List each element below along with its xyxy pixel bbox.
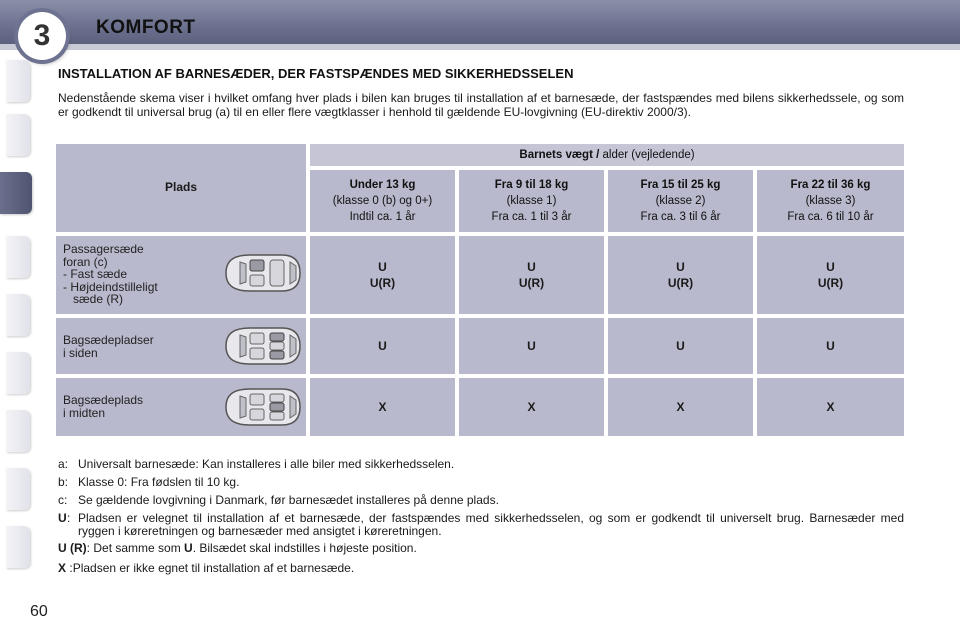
value-cell <box>310 236 455 314</box>
plads-header-cell <box>56 144 306 232</box>
value-cell <box>608 378 753 436</box>
value-cell <box>757 318 904 374</box>
footnote-text: Universalt barnesæde: Kan installeres i alle biler med sikkerhedsselen. <box>78 457 455 471</box>
chapter-tab[interactable] <box>6 114 30 156</box>
footnote-text: Pladsen er ikke egnet til installation af et barnesæde. <box>72 561 355 575</box>
footnote-text: Det samme som <box>90 541 185 555</box>
column-age: Fra ca. 6 til 10 år <box>787 211 874 223</box>
column-header <box>310 170 455 232</box>
footnote-key: U <box>58 511 67 525</box>
column-age: Fra ca. 1 til 3 år <box>491 211 572 223</box>
chapter-tabs <box>0 60 36 580</box>
footnote-separator: : <box>86 541 91 555</box>
seat-value: U <box>527 339 536 353</box>
seat-value: X <box>676 400 685 414</box>
seat-value-line: U <box>527 260 536 274</box>
car-seat-diagram-icon <box>220 323 304 369</box>
row-label-cell <box>56 236 306 314</box>
column-class: (klasse 0 (b) og 0+) <box>332 195 433 207</box>
value-cell <box>459 318 604 374</box>
page-number: 60 <box>30 603 48 620</box>
row-label <box>63 334 154 359</box>
row-label-line: sæde (R) <box>63 292 124 306</box>
seat-value: X <box>378 400 387 414</box>
seat-value-line: U(R) <box>667 276 694 290</box>
value-cell <box>310 318 455 374</box>
car-seat-diagram-icon <box>220 250 304 296</box>
chapter-tab[interactable] <box>6 468 30 510</box>
row-label-cell <box>56 318 306 374</box>
chapter-badge <box>18 12 66 60</box>
row-label-line: Bagsædepladser <box>63 333 154 347</box>
row-label-line: foran (c) <box>63 254 108 269</box>
seat-value-line: U <box>676 260 685 274</box>
column-title: Fra 22 til 36 kg <box>790 179 871 191</box>
column-title: Under 13 kg <box>349 179 416 191</box>
header-divider <box>0 44 960 50</box>
seat-value: U <box>676 339 685 353</box>
column-title: Fra 9 til 18 kg <box>494 179 569 191</box>
plads-header: Plads <box>164 180 197 194</box>
row-label-line: i siden <box>63 345 98 360</box>
seat-value: X <box>826 400 835 414</box>
column-header <box>757 170 904 232</box>
row-label <box>63 394 143 419</box>
footnote <box>58 562 904 575</box>
seat-value: X <box>527 400 536 414</box>
seat-value-line: U(R) <box>369 276 396 290</box>
row-label-line: Bagsædeplads <box>63 393 144 407</box>
footnote <box>58 542 904 555</box>
car-seat-diagram-icon <box>220 384 304 430</box>
footnote-text: Se gældende lovgivning i Danmark, før barnesædet installeres på denne plads. <box>78 493 499 507</box>
seat-value <box>310 259 455 291</box>
seat-value-line: U <box>378 260 387 274</box>
value-cell <box>459 236 604 314</box>
weight-header <box>310 148 904 162</box>
column-title: Fra 15 til 25 kg <box>640 179 721 191</box>
row-label-cell <box>56 378 306 436</box>
chapter-tab[interactable] <box>6 526 30 568</box>
weight-header-cell <box>310 144 904 166</box>
column-class: (klasse 2) <box>655 195 706 207</box>
row-label <box>63 243 158 306</box>
chapter-number: 3 <box>33 19 51 52</box>
child-seat-table <box>56 144 904 436</box>
section-title: INSTALLATION AF BARNESÆDER, DER FASTSPÆNDES MED SIKKERHEDSSELEN <box>58 66 574 81</box>
chapter-tab[interactable] <box>6 60 30 102</box>
footnote-text: Klasse 0: Fra fødslen til 10 kg. <box>78 475 240 489</box>
seat-value-line: U(R) <box>817 276 844 290</box>
value-cell <box>608 236 753 314</box>
chapter-tab[interactable] <box>6 236 30 278</box>
seat-value-line: U <box>826 260 835 274</box>
seat-value <box>757 259 904 291</box>
value-cell <box>459 378 604 436</box>
value-cell <box>608 318 753 374</box>
footnote-key: a: <box>58 457 69 471</box>
footnote-separator: : <box>66 561 73 575</box>
seat-value <box>459 259 604 291</box>
chapter-tab[interactable] <box>6 352 30 394</box>
column-class: (klasse 1) <box>506 195 557 207</box>
column-header <box>608 170 753 232</box>
row-label-line: - Fast sæde <box>63 267 128 281</box>
intro-paragraph: Nedenstående skema viser i hvilket omfang hver plads i bilen kan bruges til installation af et barnesæde, der fastspændes med bilens sikkerhedssele, og som er godkendt til universal brug (a) til en eller flere vægtklasser i henhold til gældende EU-lovgivning (EU-direktiv 2000/3). <box>58 91 904 119</box>
value-cell <box>310 378 455 436</box>
column-class: (klasse 3) <box>805 195 856 207</box>
seat-value-line: U(R) <box>518 276 545 290</box>
chapter-tab[interactable] <box>6 294 30 336</box>
row-label-line: - Højdeindstilleligt <box>63 279 158 294</box>
footnote-key: X <box>58 561 67 575</box>
footnote-text-bold: U <box>184 541 193 555</box>
footnote-separator: : <box>67 511 71 525</box>
weight-header-normal: alder (vejledende) <box>599 149 695 161</box>
chapter-title: KOMFORT <box>96 17 196 38</box>
footnote-key: b: <box>58 475 69 489</box>
weight-header-bold: Barnets vægt / <box>519 149 600 161</box>
footnote-text: . Bilsædet skal indstilles i højeste position. <box>192 541 417 555</box>
chapter-tab[interactable] <box>6 410 30 452</box>
row-label-line: Passagersæde <box>63 242 144 256</box>
column-age: Indtil ca. 1 år <box>349 211 416 223</box>
footnote-key: c: <box>58 493 68 507</box>
footnote-key: U (R) <box>58 541 87 555</box>
value-cell <box>757 378 904 436</box>
column-header <box>459 170 604 232</box>
column-age: Fra ca. 3 til 6 år <box>640 211 721 223</box>
seat-value <box>608 259 753 291</box>
footnote-text: Pladsen er velegnet til installation af et barnesæde, der fastspændes med sikkerhedsselen, og som er godkendt til universelt brug. Barnesæder med ryggen i køreretningen og barnesæder med ansigtet i køreretningen. <box>78 511 904 538</box>
value-cell <box>757 236 904 314</box>
chapter-tab-active[interactable] <box>0 172 32 214</box>
row-label-line: i midten <box>63 405 106 420</box>
seat-value: U <box>826 339 835 353</box>
seat-value: U <box>378 339 387 353</box>
